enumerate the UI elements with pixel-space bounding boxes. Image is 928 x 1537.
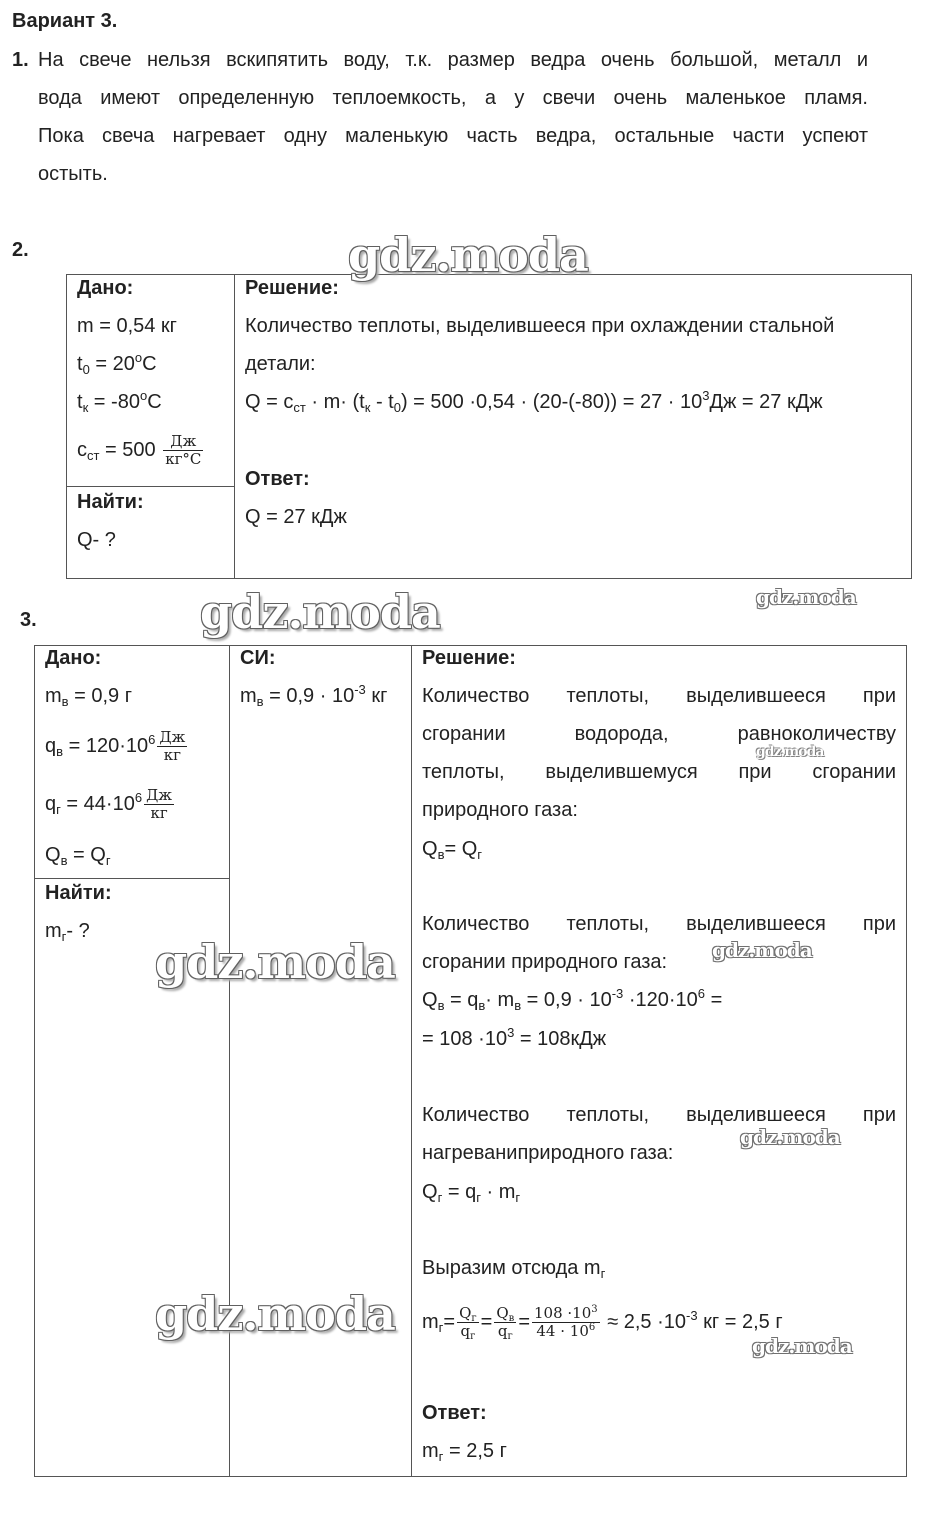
q3-given-equality: $Q_в = Q_г$ xyxy=(45,844,111,868)
watermark-6: gdz.moda xyxy=(712,938,812,962)
watermark-1: gdz.moda xyxy=(348,228,588,282)
q3-divider-2 xyxy=(411,645,412,1477)
q2-solution-label: Решение: xyxy=(245,277,339,299)
q3-given-mv: $m_в = 0,9$ г xyxy=(45,685,133,709)
q2-given-tk: $t_к = -80^oC$ xyxy=(77,388,162,415)
q3-eq5: $m_г=$ $\frac{Q_г}{q_г}$ = $\frac{Q_в}{q_г}$ = $\frac{108 \cdot 10^3}{44 \cdot 10^6}$ ≈ $2,5 \cdot 10^{-3}$ кг = 2,5 г xyxy=(422,1304,783,1343)
q1-line-2: вода имеют определенную теплоемкость, а у свечи очень маленькое пламя. xyxy=(38,87,868,109)
watermark-7: gdz.moda xyxy=(740,1125,840,1149)
q3-para3-line-2: нагреваниприродного газа: xyxy=(422,1142,674,1164)
q3-para3-line-1: Количество теплоты, выделившееся при xyxy=(422,1104,896,1126)
q3-answer-value: $m_г = 2,5$ г xyxy=(422,1440,507,1464)
q2-number: 2. xyxy=(12,239,29,261)
q3-given-label: Дано: xyxy=(45,647,102,669)
q3-para2-line-1: Количество теплоты, выделившееся при xyxy=(422,913,896,935)
q3-para1-line-2: сгорании водорода, равноколичеству xyxy=(422,723,896,745)
q2-solution-line-1: Количество теплоты, выделившееся при охлаждении стальной xyxy=(245,315,835,337)
q2-given-label: Дано: xyxy=(77,277,134,299)
watermark-4: gdz.moda xyxy=(756,744,824,760)
q3-divider-1 xyxy=(229,645,230,1477)
q3-si-value: $m_в = 0,9 \cdot 10^{-3}$ кг xyxy=(240,682,388,709)
q2-given-mass: m = 0,54 кг xyxy=(77,315,177,337)
q2-find-value: Q- ? xyxy=(77,529,116,551)
q2-answer-value: Q = 27 кДж xyxy=(245,506,347,528)
watermark-8: gdz.moda xyxy=(155,1287,395,1341)
q1-number: 1. xyxy=(12,49,29,71)
q3-eq3: = $108 \cdot 10^3 = 108кДж$ xyxy=(422,1025,607,1050)
q3-si-label: СИ: xyxy=(240,647,276,669)
q2-solution-line-2: детали: xyxy=(245,353,316,375)
q1-line-1: На свече нельзя вскипятить воду, т.к. размер ведра очень большой, металл и xyxy=(38,49,868,71)
q3-solution-label: Решение: xyxy=(422,647,516,669)
q1-line-3: Пока свеча нагревает одну маленькую часть ведра, остальные части успеют xyxy=(38,125,868,147)
q3-eq4: $Q_г = q_г \cdot m_г$ xyxy=(422,1181,521,1205)
q2-answer-label: Ответ: xyxy=(245,468,310,490)
q3-find-label: Найти: xyxy=(45,882,112,904)
q2-given-divider xyxy=(66,486,234,487)
q3-eq1: $Q_в= Q_г$ xyxy=(422,838,483,862)
q3-number: 3. xyxy=(20,609,37,631)
q3-answer-label: Ответ: xyxy=(422,1402,487,1424)
watermark-3: gdz.moda xyxy=(756,585,856,609)
q3-para1-line-3: теплоты, выделившемуся при сгорании xyxy=(422,761,896,783)
q2-column-divider xyxy=(234,274,235,579)
q3-given-qv: $q_в = 120\cdot 10^6$ $\frac{Дж}{кг}$ xyxy=(45,728,186,765)
q3-eq2: $Q_в = q_в\cdot m_в = 0,9 \cdot 10^{-3} \cdot 120\cdot 10^6$ = xyxy=(422,986,723,1013)
q3-para1-line-4: природного газа: xyxy=(422,799,578,821)
watermark-5: gdz.moda xyxy=(155,935,395,989)
q2-given-c: $c_{ст} = 500$ $\frac{Дж}{кг^\circ C}$ xyxy=(77,432,202,469)
q2-find-label: Найти: xyxy=(77,491,144,513)
q3-express: Выразим отсюда $m_г$ xyxy=(422,1257,606,1281)
q3-given-divider xyxy=(34,878,230,879)
q2-formula: $Q = c_{ст} \cdot m\cdot (t_к - t_0) = 500 \cdot 0,54 \cdot (20-(-80)) = 27 \cdot 10^3Дж = 27$ кДж xyxy=(245,388,823,415)
q2-given-t0: $t_0 = 20^oC$ xyxy=(77,350,157,377)
q3-find-value: $m_г-$ ? xyxy=(45,920,90,944)
q3-para2-line-2: сгорании природного газа: xyxy=(422,951,668,973)
page-title: Вариант 3. xyxy=(12,10,118,32)
q3-para1-line-1: Количество теплоты, выделившееся при xyxy=(422,685,896,707)
watermark-2: gdz.moda xyxy=(200,585,440,639)
q3-given-qg: $q_г = 44\cdot 10^6$ $\frac{Дж}{кг}$ xyxy=(45,786,173,823)
q1-line-4: остыть. xyxy=(38,163,108,185)
watermark-9: gdz.moda xyxy=(752,1334,852,1358)
